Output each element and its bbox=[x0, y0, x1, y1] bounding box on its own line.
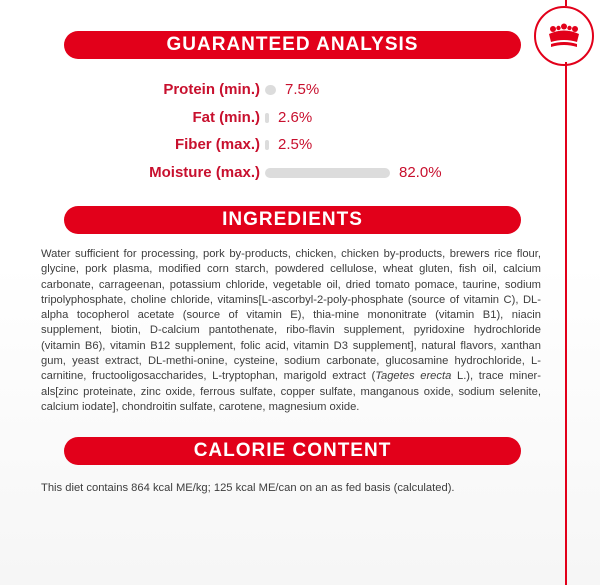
nutrient-label: Moisture (max.) bbox=[149, 164, 260, 181]
nutrient-row-protein bbox=[0, 79, 600, 101]
nutrient-bar bbox=[265, 168, 390, 178]
nutrient-bar bbox=[265, 113, 269, 123]
nutrient-value: 2.5% bbox=[278, 136, 313, 153]
section-title-guaranteed-analysis: GUARANTEED ANALYSIS bbox=[64, 31, 521, 59]
ingredients-text-part: Water sufficient for processing, pork by-products, chicken, chicken by-products, brewers rice flour, glycine, pork plasma, modified corn starch, powdered cellulose, wheat gluten, fish oil, calcium carbonate, carrageenan, potassium chloride, vegetable oil, dried tomato pomace, taurine, sodium tripolyphosphate, choline chloride, vitamins[L-ascorbyl-2-poly-phosphate (source of vitamin C), DL-alpha tocopherol acetate (source of vitamin E), thia-mine mononitrate (vitamin B1), niacin supplement, biotin, D-calcium pantothenate, ribo-flavin supplement, pyridoxine hydrochloride (vitamin B6), vitamin B12 supplement, folic acid, vitamin D3 supplement], natural flavors, xanthan gum, yeast extract, DL-methi-onine, cysteine, sodium carbonate, glucosamine hydrochloride, L-carnitine, fructooligosaccharides, L-tryptophan, marigold extract ( bbox=[41, 248, 541, 383]
brand-logo bbox=[534, 6, 594, 66]
ingredients-text-italic: Tagetes erecta bbox=[375, 370, 452, 383]
section-title-calorie-content: CALORIE CONTENT bbox=[64, 437, 521, 465]
ingredients-text bbox=[41, 247, 541, 415]
ingredients-text-part: L.), trace miner-als[zinc proteinate, zinc oxide, ferrous sulfate, copper sulfate, manganous oxide, sodium selenite, calcium iodate], chondroitin sulfate, carotene, magnesium oxide. bbox=[41, 370, 542, 413]
nutrient-label: Fat (min.) bbox=[192, 109, 260, 126]
calorie-text: This diet contains 864 kcal ME/kg; 125 kcal ME/can on an as fed basis (calculated). bbox=[41, 482, 455, 494]
nutrient-row-fiber bbox=[0, 134, 600, 156]
nutrient-bar bbox=[265, 85, 276, 95]
nutrient-label: Protein (min.) bbox=[163, 81, 260, 98]
nutrient-row-fat bbox=[0, 107, 600, 129]
nutrient-label: Fiber (max.) bbox=[174, 136, 260, 153]
nutrient-value: 2.6% bbox=[278, 109, 313, 126]
nutrient-row-moisture bbox=[0, 162, 600, 184]
nutrient-value: 7.5% bbox=[285, 81, 320, 98]
section-title-ingredients: INGREDIENTS bbox=[64, 206, 521, 234]
crown-icon bbox=[545, 23, 583, 49]
nutrient-value: 82.0% bbox=[399, 164, 442, 181]
nutrient-bar bbox=[265, 140, 269, 150]
